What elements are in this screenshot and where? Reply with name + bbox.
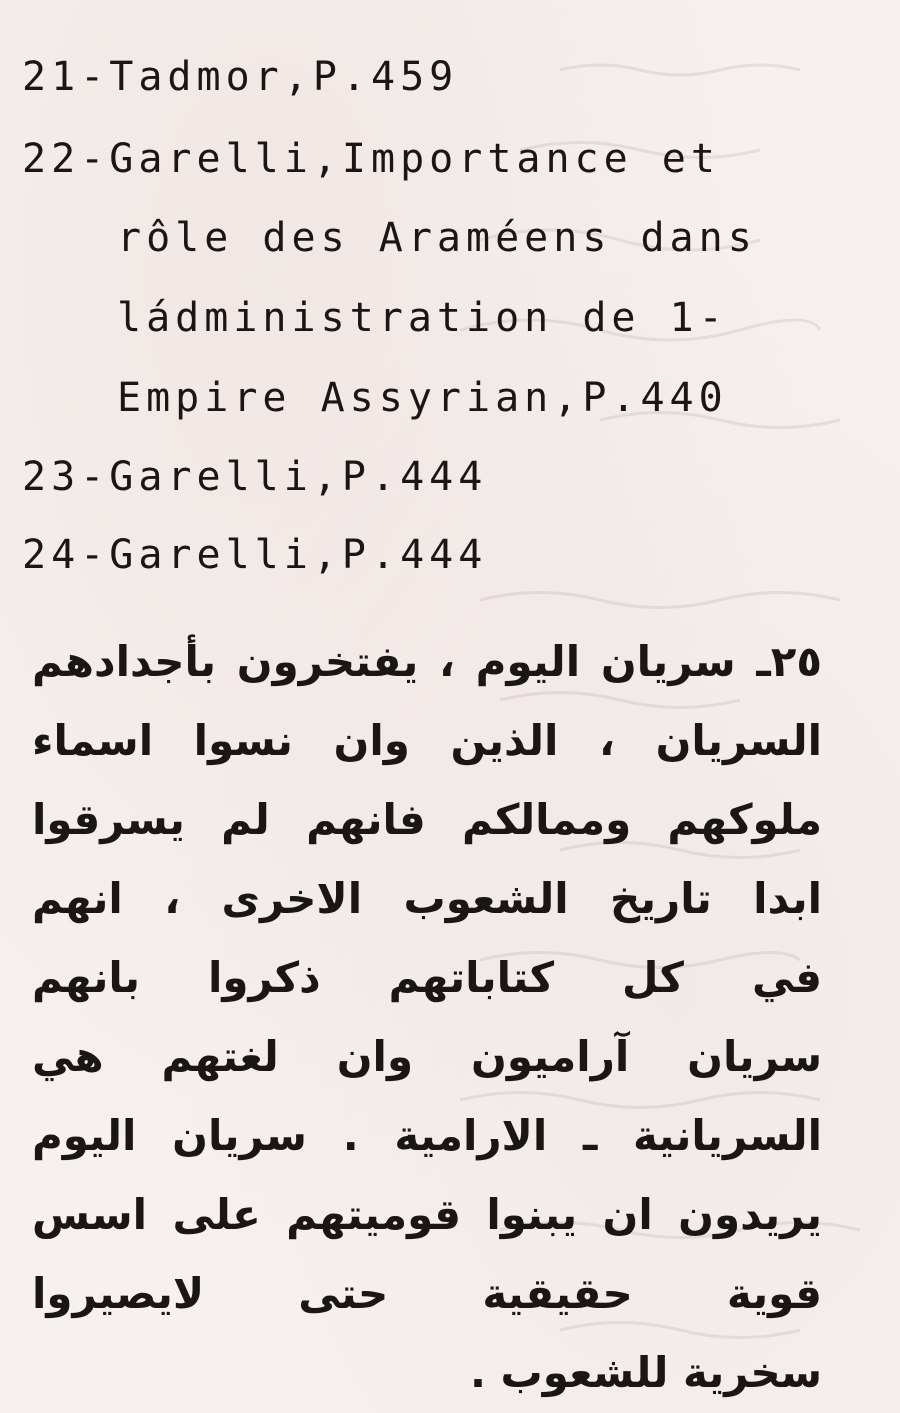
note-25-arabic	[32, 622, 822, 1412]
arabic-line: سريان آراميون وان لغتهم هي	[32, 1032, 822, 1081]
note-21: 21-Tadmor,P.459	[22, 54, 459, 100]
note-22-line-3: ládministration de 1-	[117, 295, 728, 341]
arabic-line: سخرية للشعوب .	[469, 1348, 822, 1397]
note-24: 24-Garelli,P.444	[22, 532, 488, 578]
arabic-line: السريانية ـ الارامية . سريان اليوم	[32, 1111, 822, 1160]
note-22-line-1: 22-Garelli,Importance et	[22, 136, 720, 182]
arabic-line: ٢٥ـ سريان اليوم ، يفتخرون بأجدادهم	[32, 637, 822, 686]
note-22-line-4: Empire Assyrian,P.440	[117, 375, 728, 421]
note-23: 23-Garelli,P.444	[22, 454, 488, 500]
note-22-line-2: rôle des Araméens dans	[117, 215, 757, 261]
arabic-line: ملوكهم وممالكم فانهم لم يسرقوا	[32, 795, 822, 844]
arabic-line: يريدون ان يبنوا قوميتهم على اسس	[32, 1190, 822, 1239]
arabic-line: ابدا تاريخ الشعوب الاخرى ، انهم	[32, 874, 822, 923]
arabic-line: في كل كتاباتهم ذكروا بانهم	[32, 953, 822, 1002]
arabic-line: قوية حقيقية حتى لايصيروا	[32, 1269, 822, 1318]
arabic-line: السريان ، الذين وان نسوا اسماء	[32, 716, 822, 765]
